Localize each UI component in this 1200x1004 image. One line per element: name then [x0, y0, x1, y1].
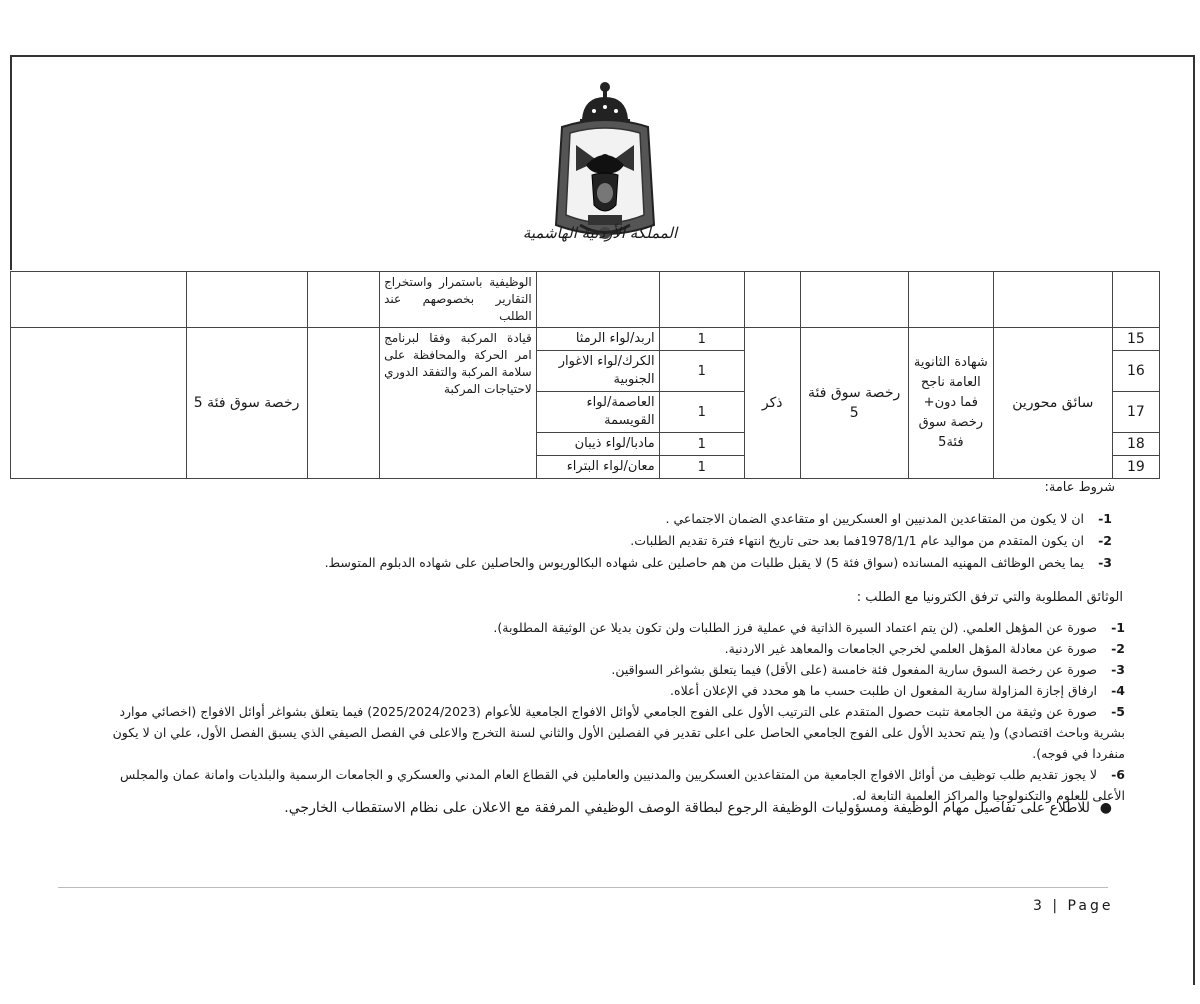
- emblem-caption: المملكة الأردنية الهاشمية: [522, 224, 678, 242]
- location-cell: مادبا/لواء ذيبان: [536, 433, 659, 456]
- footer-divider: [58, 887, 1108, 888]
- table-cell: [1112, 272, 1159, 328]
- crown-icon: [580, 82, 630, 125]
- list-item: [95, 617, 1125, 638]
- item-text: صورة عن المؤهل العلمي. (لن يتم اعتماد السيرة الذاتية في عملية فرز الطلبات ولن تكون بديلا عن الوثيقة المطلوبة).: [493, 620, 1097, 635]
- page-number-separator: |: [1052, 898, 1061, 914]
- table-cell: [11, 328, 187, 479]
- item-number: 1-: [1098, 511, 1112, 526]
- count-cell: 1: [659, 392, 744, 433]
- table-cell: [307, 328, 380, 479]
- item-number: 3-: [1098, 555, 1112, 570]
- location-cell: الكرك/لواء الاغوار الجنوبية: [536, 351, 659, 392]
- count-cell: 1: [659, 328, 744, 351]
- qualification-cell: شهادة الثانوية العامة ناجح فما دون+ رخصة سوق فئة5: [908, 328, 993, 479]
- location-cell: العاصمة/لواء القويسمة: [536, 392, 659, 433]
- item-number: 5-: [1111, 704, 1125, 719]
- count-cell: 1: [659, 351, 744, 392]
- job-description-note: [82, 800, 1112, 816]
- jobs-table: [10, 271, 1160, 479]
- row-number-cell: 18: [1112, 433, 1159, 456]
- item-text: لا يجوز تقديم طلب توظيف من أوائل الافواج الجامعية من المتقاعدين العسكريين والمدنيين والعاملين في القطاع العام المدني والعسكري و الجامعات الرسمية والبلديات وامانة عمان والمجلس الأعلى للعلوم والتكنولوجيا والمراكز العلمية التابعة له.: [120, 767, 1125, 803]
- location-cell: اربد/لواء الرمثا: [536, 328, 659, 351]
- duties-cell: قيادة المركبة وفقا لبرنامج امر الحركة والمحافظة على سلامة المركبة والتفقد الدوري لاحتياجات المركبة: [380, 328, 537, 479]
- table-cell: [800, 272, 908, 328]
- required-documents-list: [95, 617, 1125, 806]
- license-cell: رخصة سوق فئة 5: [800, 328, 908, 479]
- page-border-left: [10, 55, 12, 270]
- general-conditions-list: [172, 508, 1112, 574]
- item-text: يما يخص الوظائف المهنيه المسانده (سواق فئة 5) لا يقبل طلبات من هم حاصلين على شهاده البكالوريوس والحاصلين على شهاده الدبلوم المتوسط.: [324, 555, 1084, 570]
- conditions-cell: رخصة سوق فئة 5: [186, 328, 307, 479]
- table-row: [11, 328, 1160, 351]
- bullet-icon: ●: [1099, 800, 1112, 816]
- row-number-cell: 17: [1112, 392, 1159, 433]
- gender-cell: ذكر: [744, 328, 800, 479]
- general-conditions-title: شروط عامة:: [1044, 480, 1115, 495]
- table-cell: [307, 272, 380, 328]
- row-number-cell: 15: [1112, 328, 1159, 351]
- item-text: صورة عن معادلة المؤهل العلمي لخرجي الجامعات والمعاهد غير الاردنية.: [724, 641, 1097, 656]
- list-item: [172, 508, 1112, 530]
- location-cell: معان/لواء البتراء: [536, 456, 659, 479]
- page-number-value: 3: [1033, 898, 1045, 914]
- note-text: للاطلاع على تفاصيل مهام الوظيفة ومسؤوليات الوظيفة الرجوع لبطاقة الوصف الوظيفي المرفقة مع الاعلان على نظام الاستقطاب الخارجي.: [284, 800, 1090, 816]
- table-cell: [993, 272, 1112, 328]
- list-item: [95, 701, 1125, 764]
- table-cell: [744, 272, 800, 328]
- table-cell: [186, 272, 307, 328]
- list-item: [95, 659, 1125, 680]
- page-number-label: Page: [1067, 898, 1114, 914]
- item-text: ارفاق إجازة المزاولة سارية المفعول ان طلبت حسب ما هو محدد في الإعلان أعلاه.: [670, 683, 1097, 698]
- list-item: [172, 552, 1112, 574]
- item-number: 2-: [1098, 533, 1112, 548]
- table-cell: [908, 272, 993, 328]
- page-number: [1033, 898, 1113, 914]
- table-cell: [11, 272, 187, 328]
- count-cell: 1: [659, 433, 744, 456]
- job-title-cell: سائق محورين: [993, 328, 1112, 479]
- item-number: 6-: [1111, 767, 1125, 782]
- item-text: صورة عن رخصة السوق سارية المفعول فئة خامسة (على الأقل) فيما يتعلق بشواغر السواقين.: [611, 662, 1097, 677]
- table-cell: [659, 272, 744, 328]
- row-number-cell: 19: [1112, 456, 1159, 479]
- list-item: [95, 638, 1125, 659]
- item-text: ان يكون المتقدم من مواليد عام 1978/1/1فما بعد حتى تاريخ انتهاء فترة تقديم الطلبات.: [630, 533, 1084, 548]
- required-documents-title: الوثائق المطلوبة والتي ترفق الكترونيا مع الطلب :: [856, 590, 1123, 605]
- list-item: [172, 530, 1112, 552]
- duties-top-cell: الوظيفية باستمرار واستخراج التقارير بخصوصهم عند الطلب: [380, 272, 537, 328]
- row-number-cell: 16: [1112, 351, 1159, 392]
- table-row: [11, 272, 1160, 328]
- item-number: 1-: [1111, 620, 1125, 635]
- item-text: صورة عن وثيقة من الجامعة تثبت حصول المتقدم على الترتيب الأول على الفوج الجامعي لأوائل الافواج الجامعية للأعوام (2025/2024/2023) فيما يتعلق بشواغر أوائل الافواج (اخصائي موارد بشرية وباحث اقتصادي) و( يتم تحديد الأول على الفوج الجامعي الحاصل على اعلى تقدير في الفصلين الأول والثاني لسنة التخرج والاعلى في الفصل الصيفي الذي يسبق الفصل الأول، علي ان لا يكون منفردا في فوجه).: [112, 704, 1125, 761]
- count-cell: 1: [659, 456, 744, 479]
- item-number: 2-: [1111, 641, 1125, 656]
- item-text: ان لا يكون من المتقاعدين المدنيين او العسكريين او متقاعدي الضمان الاجتماعي .: [665, 511, 1084, 526]
- list-item: [95, 680, 1125, 701]
- table-cell: [536, 272, 659, 328]
- item-number: 4-: [1111, 683, 1125, 698]
- item-number: 3-: [1111, 662, 1125, 677]
